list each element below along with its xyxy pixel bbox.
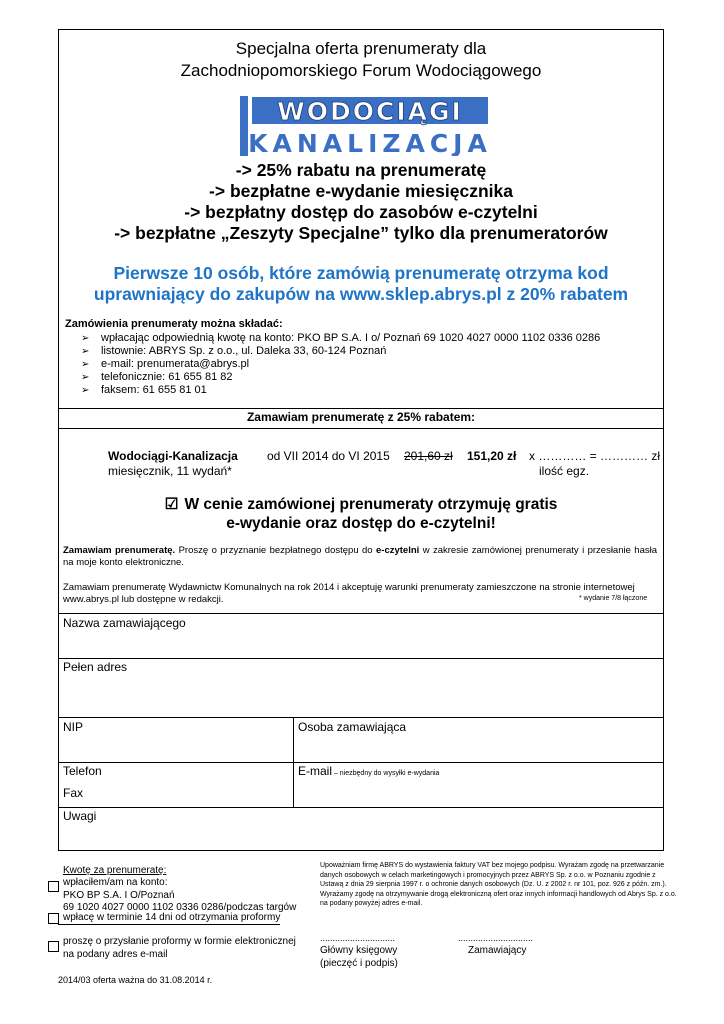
product-period: od VII 2014 do VI 2015 — [267, 449, 390, 463]
email-field[interactable] — [294, 763, 664, 807]
checked-box-icon: ☑ — [164, 496, 179, 513]
benefit-item: -> bezpłatny dostęp do zasobów e-czytelni — [184, 202, 538, 222]
phone-field-label: Telefon — [63, 764, 102, 778]
logo-text-bottom: KANALIZACJA — [248, 129, 490, 156]
arrow-bullet-icon: ➢ — [81, 372, 90, 383]
promo-text — [59, 263, 663, 305]
page-title — [59, 38, 663, 82]
payment-option-proforma: proszę o przysłanie proformy w formie elektronicznej na podany adres e-mail — [63, 936, 296, 960]
order-method-item: ➢ wpłacając odpowiednią kwotę na konto: PKO BP S.A. I o/ Poznań 69 1020 4027 0000 1102 0336 0286 — [81, 332, 601, 344]
transfer-paid-checkbox[interactable] — [48, 881, 59, 892]
pay-later-checkbox[interactable] — [48, 913, 59, 924]
title-line-2: Zachodniopomorskiego Forum Wodociągowego — [180, 61, 542, 80]
fax-field[interactable] — [59, 785, 293, 807]
product-name: Wodociągi-Kanalizacja — [108, 449, 238, 463]
benefit-item: -> 25% rabatu na prenumeratę — [235, 160, 487, 180]
consent-text: Upoważniam firmę ABRYS do wystawienia faktury VAT bez mojego podpisu. Wyrażam zgodę na przetwarzanie danych osobowych w celach marketingowych i promocyjnych przez ABRYS Sp. z o.o. w Poznaniu zgodnie z Ustawą z dnia 29 sierpnia 1997 r. o ochronie danych osobowych (Dz. U. z 2002 r. nr 101, poz. 926 z późn. zm.). Wyrażamy zgodę na otrzymywanie drogą elektroniczną ofert oraz innych informacji handlowych od Abrys Sp. z o.o. na podany powyżej adres e-mail. — [320, 862, 677, 908]
payment-heading: Kwotę za prenumeratę: — [63, 865, 167, 876]
order-method-item: ➢ telefonicznie: 61 655 81 82 — [81, 371, 233, 383]
email-field-label: E-mail – niezbędny do wysyłki e-wydania — [298, 764, 440, 778]
address-field[interactable] — [59, 659, 663, 717]
fax-field-label: Fax — [63, 786, 84, 800]
divider — [58, 924, 280, 925]
address-field-label: Pełen adres — [63, 660, 128, 674]
benefit-item: -> bezpłatne e-wydanie miesięcznika — [209, 181, 513, 201]
old-price: 201,60 zł — [404, 449, 453, 463]
promo-line-2: uprawniający do zakupów na www.sklep.abrys.pl z 20% rabatem — [93, 284, 629, 304]
product-subtitle: miesięcznik, 11 wydań* — [108, 464, 232, 478]
customer-signature: Zamawiający — [468, 945, 527, 956]
promo-line-1: Pierwsze 10 osób, które zamówią prenumeratę otrzyma kod — [113, 263, 609, 283]
new-price: 151,20 zł — [467, 449, 517, 463]
terms-paragraph-1: Zamawiam prenumeratę. Proszę o przyznanie bezpłatnego dostępu do e-czytelni w zakresie zamówionej prenumeraty i przesłanie hasła na moje konto elektroniczne. — [63, 545, 658, 568]
name-field[interactable] — [59, 614, 663, 659]
order-method-item: ➢ faksem: 61 655 81 01 — [81, 384, 207, 396]
order-method-item: ➢ listownie: ABRYS Sp. z o.o., ul. Daleka 33, 60-124 Poznań — [81, 345, 387, 357]
proforma-email-checkbox[interactable] — [48, 941, 59, 952]
order-method-item: ➢ e-mail: prenumerata@abrys.pl — [81, 358, 250, 370]
footnote: * wydanie 7/8 łączone — [579, 595, 648, 602]
signature-line: .............................. — [320, 933, 396, 943]
order-form-frame — [58, 29, 664, 851]
arrow-bullet-icon: ➢ — [81, 385, 90, 396]
phone-field[interactable] — [59, 763, 293, 785]
logo-text-top: WODOCIĄGI — [277, 97, 463, 126]
benefits-list — [59, 160, 663, 244]
quantity-formula[interactable]: x ………… = ………… zł — [529, 449, 661, 463]
payment-option-paid: wpłaciłem/am na konto: PKO BP S.A. I O/Poznań 69 1020 4027 0000 1102 0336 0286/podczas targów — [63, 877, 297, 913]
contact-person-field[interactable] — [294, 718, 664, 761]
terms-paragraph-2: Zamawiam prenumeratę Wydawnictw Komunalnych na rok 2014 i akceptuję warunki prenumeraty zamieszczone na stronie internetowej www.abrys.pl lub dostępne w redakcji. — [63, 582, 635, 605]
payment-option-later: wpłacę w terminie 14 dni od otrzymania proformy — [63, 912, 281, 923]
benefit-item: -> bezpłatne „Zeszyty Specjalne” tylko dla prenumeratorów — [114, 223, 608, 243]
notes-field-label: Uwagi — [63, 809, 97, 823]
offer-validity: 2014/03 oferta ważna do 31.08.2014 r. — [58, 975, 213, 985]
gift-notice: ☑ W cenie zamówionej prenumeraty otrzymuję gratis e-wydanie oraz dostęp do e-czytelni! — [164, 496, 558, 532]
order-methods-heading: Zamówienia prenumeraty można składać: — [65, 318, 283, 330]
wodociagi-kanalizacja-logo — [240, 96, 490, 156]
arrow-bullet-icon: ➢ — [81, 346, 90, 357]
quantity-label: ilość egz. — [539, 464, 590, 478]
accountant-signature: Główny księgowy (pieczęć i podpis) — [320, 945, 398, 969]
title-line-1: Specjalna oferta prenumeraty dla — [235, 39, 487, 58]
divider — [59, 428, 663, 429]
contact-person-label: Osoba zamawiająca — [298, 720, 407, 734]
notes-field[interactable] — [59, 808, 663, 850]
nip-field[interactable] — [59, 718, 293, 761]
name-field-label: Nazwa zamawiającego — [63, 616, 186, 630]
divider — [59, 408, 663, 409]
arrow-bullet-icon: ➢ — [81, 333, 90, 344]
nip-field-label: NIP — [63, 720, 84, 734]
order-methods — [65, 318, 655, 397]
signature-line: .............................. — [458, 933, 534, 943]
order-bar-label: Zamawiam prenumeratę z 25% rabatem: — [246, 410, 476, 424]
arrow-bullet-icon: ➢ — [81, 359, 90, 370]
